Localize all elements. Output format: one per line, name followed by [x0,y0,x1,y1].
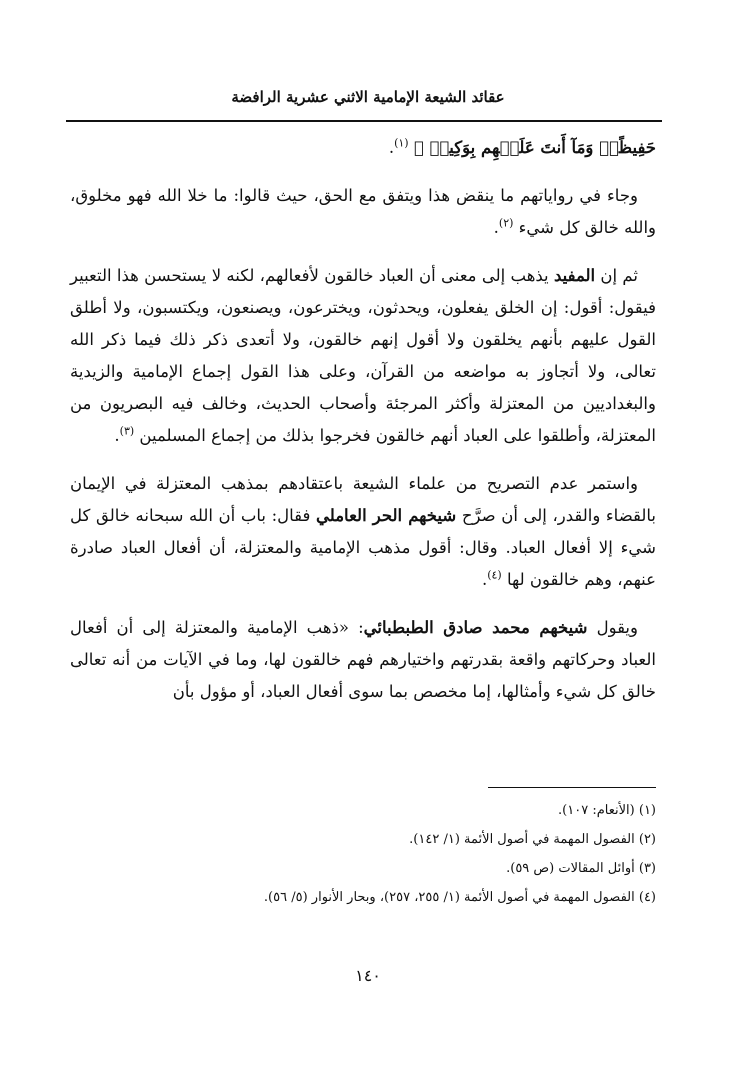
bold-name: شيخهم محمد صادق الطبطبائي [363,618,588,637]
footnote-number: (٤) [638,890,656,905]
footnote-text: (الأنعام: ١٠٧). [558,803,635,818]
running-header: عقائد الشيعة الإمامية الاثني عشرية الرافضة [231,88,505,106]
footnote-ref-1: (١) [394,136,409,150]
footnote-1 [70,796,656,825]
footnote-2 [70,825,656,854]
footnote-3 [70,854,656,883]
paragraph-text: وجاء في رواياتهم ما ينقض هذا ويتفق مع الحق، حيث قالوا: ما خلا الله فهو مخلوق، والله خالق كل شيء [70,186,656,237]
paragraph-text: ويقول [596,618,638,637]
footnote-number: (٢) [638,832,656,847]
paragraph-end: . [493,218,499,237]
paragraph-quran-continuation [70,132,656,164]
footnote-ref-4: (٤) [487,568,502,582]
page-number: ١٤٠ [355,966,381,985]
paragraph-2 [70,260,656,452]
page-body [70,132,656,724]
bold-name: شيخهم الحر العاملي [316,506,457,525]
bold-name: المفيد [553,266,596,285]
paragraph-text: واستمر عدم التصريح من علماء الشيعة باعتقادهم بمذهب المعتزلة في الإيمان بالقضاء والقدر، إلى أن صرَّح [70,474,656,525]
footnote-text: الفصول المهمة في أصول الأئمة (١/ ٢٥٥، ٢٥٧)، وبحار الأنوار (٥/ ٥٦). [263,890,635,905]
footnote-ref-3: (٣) [119,424,135,438]
footnote-number: (٣) [638,861,656,876]
paragraph-text: : «ذهب الإمامية والمعتزلة إلى أن أفعال العباد وحركاتهم واقعة بقدرتهم واختيارهم فهم خالقون لها، وما في الآيات من أنه تعالى خالق كل شيء وأمثالها، إما مخصص بما سوى أفعال العباد، أو مؤول بأن [70,618,656,701]
footnotes [70,796,656,912]
paragraph-end: . [114,426,120,445]
paragraph-text: ثم إن [600,266,639,285]
paragraph-4 [70,612,656,708]
paragraph-text: فقال: باب أن الله سبحانه خالق كل شيء إلا أفعال العباد. وقال: أقول مذهب الإمامية والمعتزلة، أن أفعال العباد صادرة عنهم، وهم خالقون لها [70,506,656,589]
footnote-number: (١) [638,803,656,818]
footnote-text: أوائل المقالات (ص ٥٩). [506,861,635,876]
footnote-rule [488,787,656,788]
header-rule [66,120,662,122]
footnote-ref-2: (٢) [498,216,514,230]
paragraph-1 [70,180,656,244]
paragraph-text: يذهب إلى معنى أن العباد خالقون لأفعالهم، لكنه لا يستحسن هذا التعبير فيقول: أقول: إن الخلق يفعلون، ويحدثون، ويخترعون، ويصنعون، ويكتسبون، ولا أطلق القول عليهم بأنهم يخلقون ولا أقول إنهم خالقون، ولا أتعدى ذكر ذلك فيما ذكر الله تعالى، ولا أتجاوز به مواضعه من القرآن، وعلى هذا القول إجماع الإمامية والزيدية والبغداديين من المعتزلة وأكثر المرجئة وأصحاب الحديث، وخالف فيه البصريون من المعتزلة، وأطلقوا على العباد أنهم خالقون فخرجوا بذلك من إجماع المسلمين [70,266,656,445]
footnote-4 [70,883,656,912]
paragraph-end: . [481,570,488,589]
footnote-text: الفصول المهمة في أصول الأئمة (١/ ١٤٢). [409,832,635,847]
paragraph-end: . [388,138,395,157]
quran-verse: حَفِيظًاۖ وَمَآ أَنتَ عَلَيۡهِم بِوَكِيلٖ ﴾ [413,138,656,157]
paragraph-3 [70,468,656,596]
